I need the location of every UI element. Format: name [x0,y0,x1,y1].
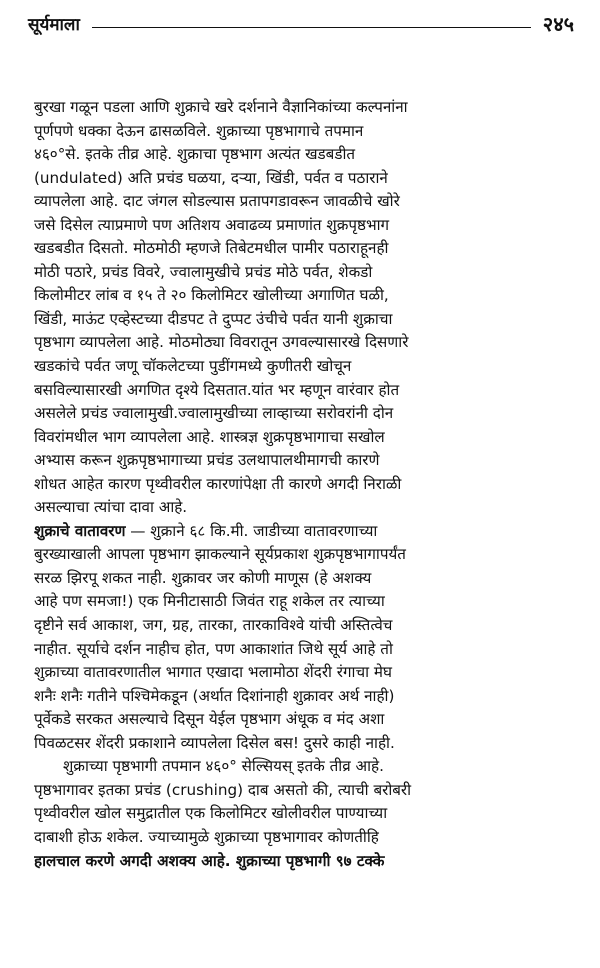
text-segment: पृथ्वीवरील खोल समुद्रातील एक किलोमिटर खोलीवरील पाण्याच्या [34,804,388,823]
text-line [34,543,576,567]
text-line [34,567,576,591]
text-segment: खडबडीत दिसतो. मोठमोठी म्हणजे तिबेटमधील पामीर पठाराहूनही [34,239,389,258]
text-line [34,261,576,285]
text-segment: जसे दिसेल त्याप्रमाणे पण अतिशय अवाढव्य प्रमाणांत शुक्रपृष्ठभाग [34,215,390,234]
text-segment: दाबाशी होऊ शकेल. ज्याच्यामुळे शुक्राच्या पृष्ठभागावर कोणतीहि [34,827,379,846]
text-segment: खिंडी, माऊंट एव्हेस्टच्या दीडपट ते दुप्पट उंचीचे पर्वत यानी शुक्राचा [34,309,393,328]
text-segment: पृष्ठभाग व्यापलेला आहे. मोठमोठ्या विवरातून उगवल्यासारखे दिसणारे [34,333,409,352]
text-segment: — शुक्राने ६८ कि.मी. जाडीच्या वातावरणाच्या [125,521,378,540]
text-line [34,355,576,379]
text-line [34,614,576,638]
text-line [34,449,576,473]
text-line [34,237,576,261]
text-segment: अभ्यास करून शुक्रपृष्ठभागाच्या प्रचंड उलथापालथीमागची कारणे [34,451,380,470]
text-segment: पूर्णपणे धक्का देऊन ढासळविले. शुक्राच्या पृष्ठभागाचे तपमान [34,121,364,140]
text-segment: शनैः शनैः गतीने पश्चिमेकडून (अर्थात दिशांनाही शुक्रावर अर्थ नाही) [34,686,395,705]
text-segment: मोठी पठारे, प्रचंड विवरे, ज्वालामुखीचे प्रचंड मोठे पर्वत, शेकडो [34,262,373,281]
text-line [34,638,576,662]
text-line [34,520,576,544]
text-segment: शुक्राच्या वातावरणातील भागात एखादा भलामोठा शेंदरी रंगाचा मेघ [34,663,392,682]
text-segment: आहे पण समजा!) एक मिनीटासाठी जिवंत राहू शकेल तर त्याच्या [34,592,385,611]
text-segment: असलेले प्रचंड ज्वालामुखी.ज्वालामुखीच्या लाव्हाच्या सरोवरांनी दोन [34,404,394,423]
text-line [34,755,576,779]
text-line [34,379,576,403]
text-segment: पिवळटसर शेंदरी प्रकाशाने व्यापलेला दिसेल बस! दुसरे काही नाही. [34,733,395,752]
text-segment: शोधत आहेत कारण पृथ्वीवरील कारणांपेक्षा ती कारणे अगदी निराळी [34,474,402,493]
text-segment: किलोमीटर लांब व १५ ते २० किलोमिटर खोलीच्या अगाणित घळी, [34,286,389,305]
text-line [34,661,576,685]
text-segment: बुरख्याखाली आपला पृष्ठभाग झाकल्याने सूर्यप्रकाश शुक्रपृष्ठभागापर्यंत [34,545,406,564]
text-segment: पृष्ठभागावर इतका प्रचंड (crushing) दाब असतो की, त्याची बरोबरी [34,780,412,799]
body-text [34,96,576,873]
text-segment: सरळ झिरपू शकत नाही. शुक्रावर जर कोणी माणूस (हे अशक्य [34,568,372,587]
bold-text: शुक्राचे वातावरण [34,521,126,540]
page-number: २४५ [542,11,574,36]
text-line [34,685,576,709]
text-line [34,732,576,756]
text-line [34,826,576,850]
text-line [34,214,576,238]
text-line [34,779,576,803]
text-segment: विवरांमधील भाग व्यापलेला आहे. शास्त्रज्ञ शुक्रपृष्ठभागाचा सखोल [34,427,385,446]
running-title: सूर्यमाला [28,14,80,35]
text-line [34,331,576,355]
header-rule [92,27,531,28]
text-line [34,120,576,144]
text-segment: नाहीत. सूर्याचे दर्शन नाहीच होत, पण आकाशांत जिथे सूर्य आहे तो [34,639,393,658]
text-line [34,708,576,732]
text-line [34,167,576,191]
text-line [34,308,576,332]
paragraph [34,755,576,873]
text-line [34,402,576,426]
text-line [34,143,576,167]
text-segment: पूर्वेकडे सरकत असल्याचे दिसून येईल पृष्ठभाग अंधूक व मंद अशा [34,710,385,729]
text-line [34,284,576,308]
text-segment: व्यापलेला आहे. दाट जंगल सोडल्यास प्रतापगडावरून जावळीचे खोरे [34,192,400,211]
text-line [34,426,576,450]
text-line [34,590,576,614]
paragraph [34,520,576,755]
text-segment: (undulated) अति प्रचंड घळया, दऱ्या, खिंडी, पर्वत व पठाराने [34,168,388,187]
text-line [34,802,576,826]
text-line [34,96,576,120]
text-segment: शुक्राच्या पृष्ठभागी तपमान ४६०° सेल्सियस् इतके तीव्र आहे. [34,757,384,776]
text-segment: ४६०°से. इतके तीव्र आहे. शुक्राचा पृष्ठभाग अत्यंत खडबडीत [34,145,356,164]
text-segment: दृष्टीने सर्व आकाश, जग, ग्रह, तारका, तारकाविश्वे यांची अस्तित्वेच [34,616,393,635]
text-line [34,473,576,497]
running-header [28,8,574,38]
text-segment: असल्याचा त्यांचा दावा आहे. [34,498,188,517]
text-line [34,850,576,874]
text-segment: खडकांचे पर्वत जणू चॉकलेटच्या पुडींगमध्ये कुणीतरी खोचून [34,357,352,376]
text-line [34,190,576,214]
bold-text: हालचाल करणे अगदी अशक्य आहे. शुक्राच्या पृष्ठभागी ९७ टक्के [34,851,385,870]
text-line [34,496,576,520]
paragraph [34,96,576,520]
text-segment: बसविल्यासारखी अगणित दृश्ये दिसतात.यांत भर म्हणून वारंवार होत [34,380,400,399]
text-segment: बुरखा गळून पडला आणि शुक्राचे खरे दर्शनाने वैज्ञानिकांच्या कल्पनांना [34,98,408,116]
